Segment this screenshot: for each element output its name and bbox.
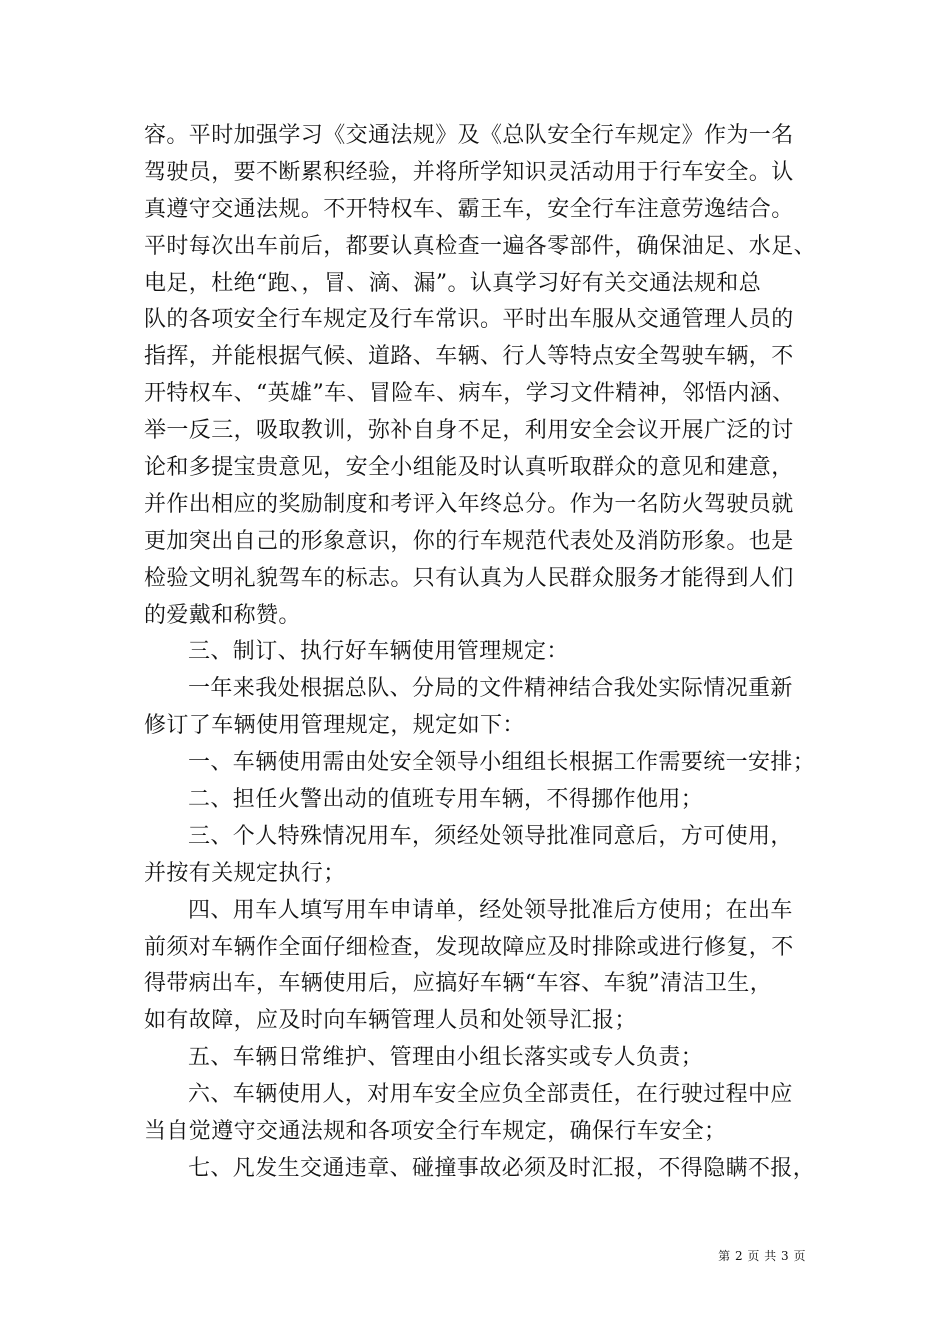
text-line: 得带病出车，车辆使用后，应搞好车辆“车容、车貌”清洁卫生， (144, 971, 773, 997)
text-line: 检验文明礼貌驾车的标志。只有认真为人民群众服务才能得到人们 (144, 565, 794, 591)
text-line: 并按有关规定执行； (144, 860, 346, 886)
rule-item-6: 六、车辆使用人，对用车安全应负全部责任，在行驶过程中应 (188, 1082, 793, 1108)
text-line: 论和多提宝贵意见，安全小组能及时认真听取群众的意见和建意， (144, 455, 794, 481)
text-line: 的爱戴和称赞。 (144, 602, 301, 628)
text-line: 平时每次出车前后，都要认真检查一遍各零部件，确保油足、水足、 (144, 233, 817, 259)
text-line: 开特权车、“英雄”车、冒险车、病车，学习文件精神，邻悟内涵、 (144, 381, 795, 407)
rule-item-4: 四、用车人填写用车申请单，经处领导批准后方使用；在出车 (188, 897, 793, 923)
rule-item-2: 二、担任火警出动的值班专用车辆，不得挪作他用； (188, 787, 704, 813)
page-number-footer: 第 2 页 共 3 页 (718, 1249, 806, 1263)
section-heading: 三、制订、执行好车辆使用管理规定： (188, 639, 569, 665)
text-line: 修订了车辆使用管理规定，规定如下： (144, 713, 525, 739)
text-line: 举一反三，吸取教训，弥补自身不足，利用安全会议开展广泛的讨 (144, 418, 794, 444)
text-line: 当自觉遵守交通法规和各项安全行车规定，确保行车安全； (144, 1119, 727, 1145)
text-line: 指挥，并能根据气候、道路、车辆、行人等特点安全驾驶车辆，不 (144, 344, 794, 370)
text-line: 前须对车辆作全面仔细检查，发现故障应及时排除或进行修复，不 (144, 934, 794, 960)
text-line: 如有故障，应及时向车辆管理人员和处领导汇报； (144, 1008, 637, 1034)
text-line: 电足，杜绝“跑、，冒、滴、漏”。认真学习好有关交通法规和总 (144, 270, 762, 296)
rule-item-5: 五、车辆日常维护、管理由小组长落实或专人负责； (188, 1045, 704, 1071)
document-body (144, 118, 817, 1188)
text-line: 并作出相应的奖励制度和考评入年终总分。作为一名防火驾驶员就 (144, 491, 794, 517)
text-line: 更加突出自己的形象意识，你的行车规范代表处及消防形象。也是 (144, 528, 794, 554)
text-line: 真遵守交通法规。不开特权车、霸王车，安全行车注意劳逸结合。 (144, 196, 794, 222)
text-line: 容。平时加强学习《交通法规》及《总队安全行车规定》作为一名 (144, 123, 794, 148)
text-line: 一年来我处根据总队、分局的文件精神结合我处实际情况重新 (188, 676, 793, 702)
rule-item-7: 七、凡发生交通违章、碰撞事故必须及时汇报，不得隐瞒不报， (188, 1155, 816, 1181)
rule-item-3: 三、个人特殊情况用车，须经处领导批准同意后，方可使用， (188, 823, 793, 849)
text-line: 驾驶员，要不断累积经验，并将所学知识灵活动用于行车安全。认 (144, 159, 794, 185)
text-line: 队的各项安全行车规定及行车常识。平时出车服从交通管理人员的 (144, 307, 794, 333)
rule-item-1: 一、车辆使用需由处安全领导小组组长根据工作需要统一安排； (188, 750, 816, 776)
